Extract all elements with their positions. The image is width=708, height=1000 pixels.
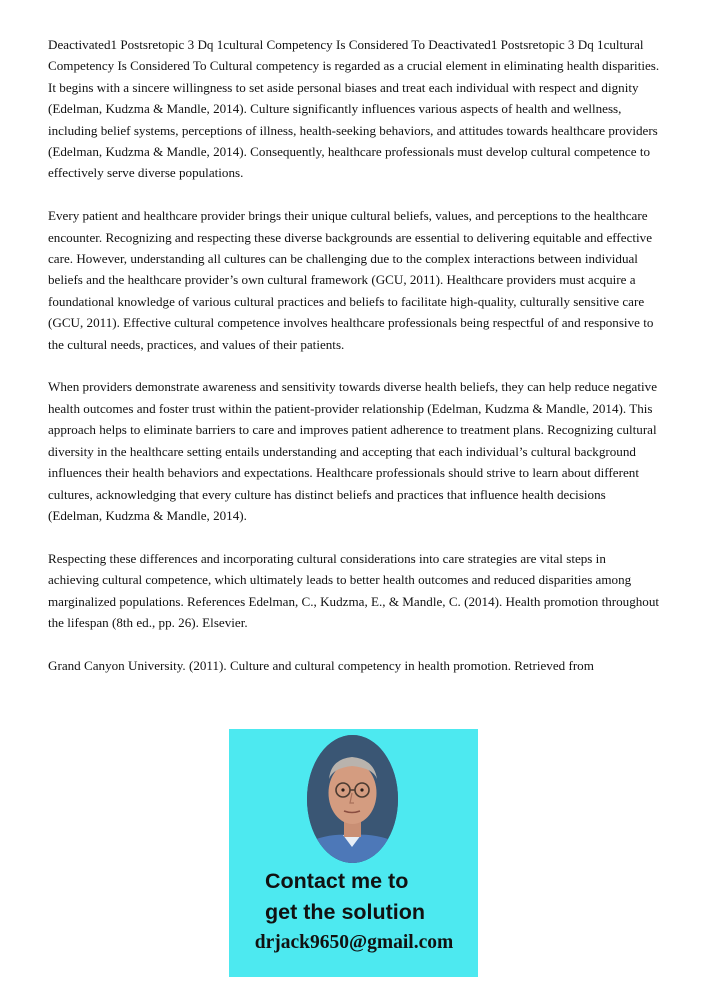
paragraph-3: When providers demonstrate awareness and sensitivity towards diverse health beliefs, they can help reduce negative health outcomes and foster trust within the patient-provider relationship (Edelman, Kudzma & Mandle, 2014). This approach helps to eliminate barriers to care and improves patient adherence to treatment plans. Recognizing cultural diversity in the healthcare setting entails understanding and accepting that each individual’s cultural background influences their health behaviors and expectations. Healthcare professionals should strive to learn about different cultures, acknowledging that every culture has distinct beliefs and practices that influence health decisions (Edelman, Kudzma & Mandle, 2014). [48, 379, 658, 523]
paragraph-4: Respecting these differences and incorporating cultural considerations into care strategies are vital steps in achieving cultural competence, which ultimately leads to better health outcomes and reduced disparities among marginalized populations. References Edelman, C., Kudzma, E., & Mandle, C. (2014). Health promotion throughout the lifespan (8th ed., pp. 26). Elsevier. [48, 550, 660, 630]
contact-advertisement[interactable] [229, 729, 478, 977]
contact-email-link[interactable]: drjack9650@gmail.com [254, 932, 454, 953]
cta-line-2: get the solution [265, 900, 426, 924]
document-body [48, 34, 660, 698]
paragraph-2: Every patient and healthcare provider brings their unique cultural beliefs, values, and perceptions to the healthcare encounter. Recognizing and respecting these diverse backgrounds are essential to delivering equitable and effective care. However, understanding all cultures can be challenging due to the complex interactions between individual beliefs and the healthcare provider’s own cultural framework (GCU, 2011). Healthcare providers must acquire a foundational knowledge of various cultural practices and beliefs to facilitate high-quality, culturally sensitive care (GCU, 2011). Effective cultural competence involves healthcare professionals being respectful of and responsive to the cultural needs, practices, and values of their patients. [48, 208, 654, 352]
contact-call-to-action [265, 866, 465, 928]
cta-line-1: Contact me to [265, 869, 409, 893]
paragraph-5: Grand Canyon University. (2011). Culture and cultural competency in health promotion. Retrieved from [48, 657, 594, 673]
author-photo [307, 735, 398, 863]
paragraph-1: Deactivated1 Postsretopic 3 Dq 1cultural Competency Is Considered To Deactivated1 Postsretopic 3 Dq 1cultural Competency Is Considered To Cultural competency is regarded as a crucial element in eliminating health disparities. It begins with a sincere willingness to set aside personal biases and treat each individual with respect and dignity (Edelman, Kudzma & Mandle, 2014). Culture significantly influences various aspects of health and wellness, including belief systems, perceptions of illness, health-seeking behaviors, and attitudes towards healthcare providers (Edelman, Kudzma & Mandle, 2014). Consequently, healthcare professionals must develop cultural competence to effectively serve diverse populations. [48, 37, 660, 181]
